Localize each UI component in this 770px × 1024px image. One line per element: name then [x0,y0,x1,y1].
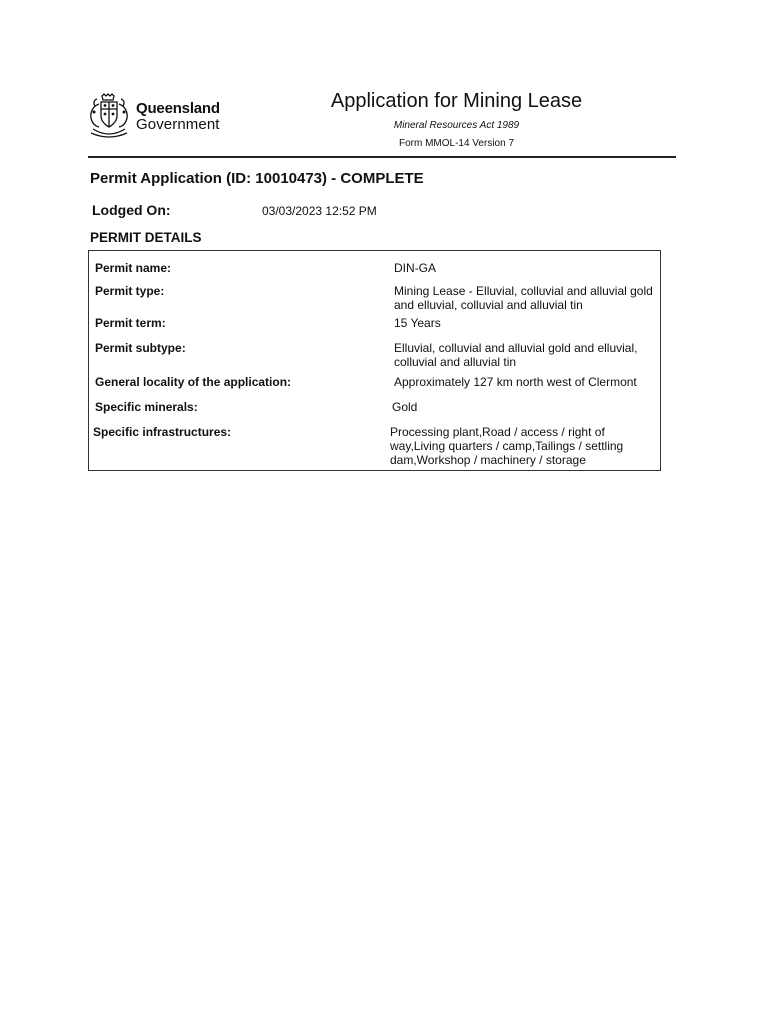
document-title: Application for Mining Lease [330,90,583,112]
detail-value: 15 Years [394,316,441,330]
lodged-on-value: 03/03/2023 12:52 PM [262,204,377,218]
detail-label: Permit type: [95,284,165,298]
detail-label: General locality of the application: [95,375,292,389]
detail-label: Specific minerals: [95,400,198,414]
detail-value: Approximately 127 km north west of Clermont [394,375,637,389]
detail-label: Specific infrastructures: [93,425,232,439]
document-act: Mineral Resources Act 1989 [393,120,520,131]
header-divider [88,156,676,158]
detail-value: Mining Lease - Elluvial, colluvial and alluvial gold and elluvial, colluvial and alluvial tin [394,284,653,312]
detail-value: Elluvial, colluvial and alluvial gold and elluvial, colluvial and alluvial tin [394,341,638,369]
detail-value: Processing plant,Road / access / right of way,Living quarters / camp,Tailings / settling dam,Workshop / machinery / storage [390,425,624,467]
detail-value: Gold [392,400,418,414]
coat-of-arms-icon [86,92,132,138]
permit-details-table [88,250,661,471]
permit-details-title: PERMIT DETAILS [90,230,202,245]
document-form-version: Form MMOL-14 Version 7 [398,138,515,149]
detail-label: Permit name: [95,261,172,275]
detail-label: Permit term: [95,316,166,330]
logo-text-government: Government [136,116,220,133]
logo-text-queensland: Queensland [136,100,220,117]
detail-label: Permit subtype: [95,341,186,355]
permit-application-heading: Permit Application (ID: 10010473) - COMPLETE [90,170,424,187]
detail-value: DIN-GA [394,261,436,275]
queensland-government-logo [86,92,236,138]
lodged-on-label: Lodged On: [92,202,171,218]
